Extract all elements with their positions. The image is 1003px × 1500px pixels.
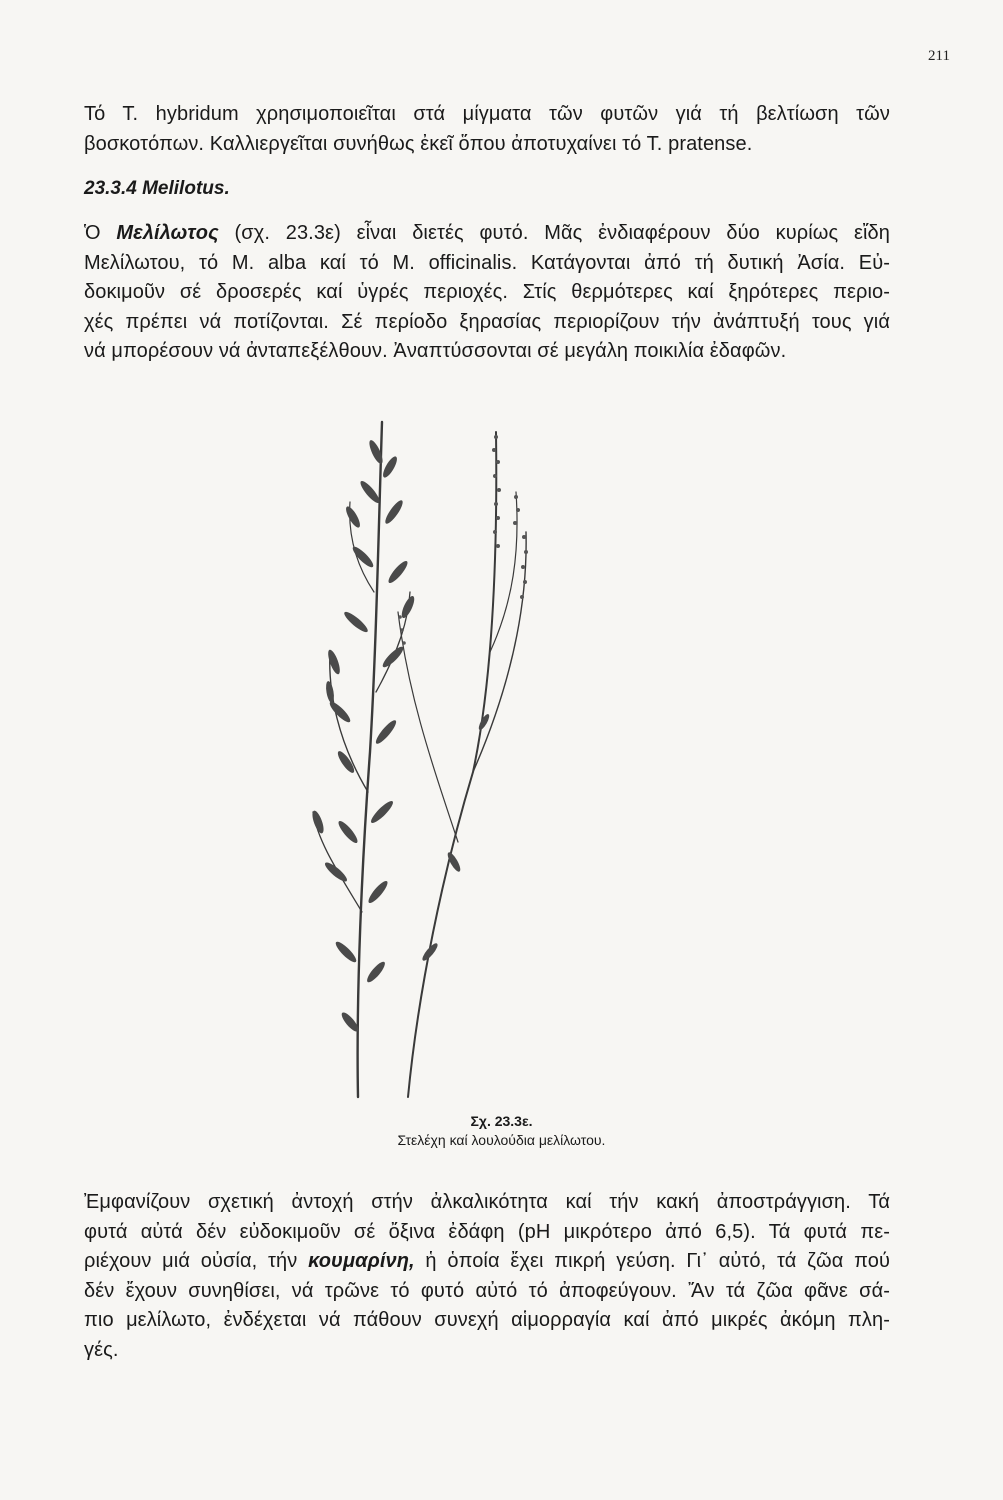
melilotus-illustration — [258, 392, 548, 1100]
paragraph-line: χές πρέπει νά ποτίζονται. Σέ περίοδο ξηρασίας περιορίζουν τήν ἀνάπτυξή τους γιά — [84, 310, 890, 333]
paragraph-line: νά μπορέσουν νά ἀνταπεξέλθουν. Ἀναπτύσσονται σέ μεγάλη ποικιλία ἐδαφῶν. — [84, 340, 787, 362]
figure-caption: Στελέχη καί λουλούδια μελίλωτου. — [397, 1132, 606, 1148]
paragraph-line: δοκιμοῦν σέ δροσερές καί ὑγρές περιοχές. Στίς θερμότερες καί ξηρότερες περιο- — [84, 281, 890, 303]
intro-line: βοσκοτόπων. Καλλιεργεῖται συνήθως ἐκεῖ ὅπου ἀποτυχαίνει τό Τ. pratense. — [84, 132, 753, 155]
coumarin-paragraph — [84, 1188, 890, 1365]
paragraph-line — [84, 219, 890, 249]
paragraph-line: Ἐμφανίζουν σχετική ἀντοχή στήν ἀλκαλικότητα καί τήν κακή ἀποστράγγιση. Τά — [84, 1191, 890, 1213]
plant-drawing — [258, 392, 548, 1100]
paragraph-line: φυτά αὐτά δέν εὐδοκιμοῦν σέ ὄξινα ἐδάφη (pH μικρότερο ἀπό 6,5). Τά φυτά πε- — [84, 1220, 890, 1243]
figure-label: Σχ. 23.3ε. — [470, 1113, 533, 1129]
paragraph-line: Μελίλωτου, τό M. alba καί τό M. officinalis. Κατάγονται ἀπό τή δυτική Ἀσία. Εὐ- — [84, 251, 890, 274]
term-coumarin: κουμαρίνη, — [308, 1250, 415, 1272]
paragraph-line-rest: (σχ. 23.3ε) εἶναι διετές φυτό. Μᾶς ἐνδιαφέρουν δύο κυρίως εἴδη — [218, 222, 890, 244]
intro-paragraph — [84, 100, 890, 159]
paragraph-line — [84, 1247, 890, 1277]
paragraph-line-start: ριέχουν μιά οὐσία, τήν — [84, 1250, 309, 1272]
paragraph-lead: Ὁ — [84, 222, 117, 244]
term-melilotus: Μελίλωτος — [116, 222, 219, 244]
paragraph-line: δέν ἔχουν συνηθίσει, νά τρῶνε τό φυτό αὐτό τό ἀποφεύγουν. Ἄν τά ζῶα φᾶνε σά- — [84, 1279, 890, 1302]
page-number: 211 — [928, 48, 950, 64]
melilotus-paragraph — [84, 219, 890, 367]
intro-line: Τό Τ. hybridum χρησιμοποιεῖται στά μίγματα τῶν φυτῶν γιά τή βελτίωση τῶν — [84, 103, 890, 125]
paragraph-line: πιο μελίλωτο, ἐνδέχεται νά πάθουν συνεχή αἱμορραγία καί ἀπό μικρές ἀκόμη πλη- — [84, 1309, 890, 1331]
section-heading: 23.3.4 Melilotus. — [84, 178, 230, 199]
paragraph-line-end: ἡ ὁποία ἔχει πικρή γεύση. Γι᾽ αὐτό, τά ζῶα πού — [414, 1250, 890, 1272]
paragraph-line: γές. — [84, 1338, 119, 1361]
